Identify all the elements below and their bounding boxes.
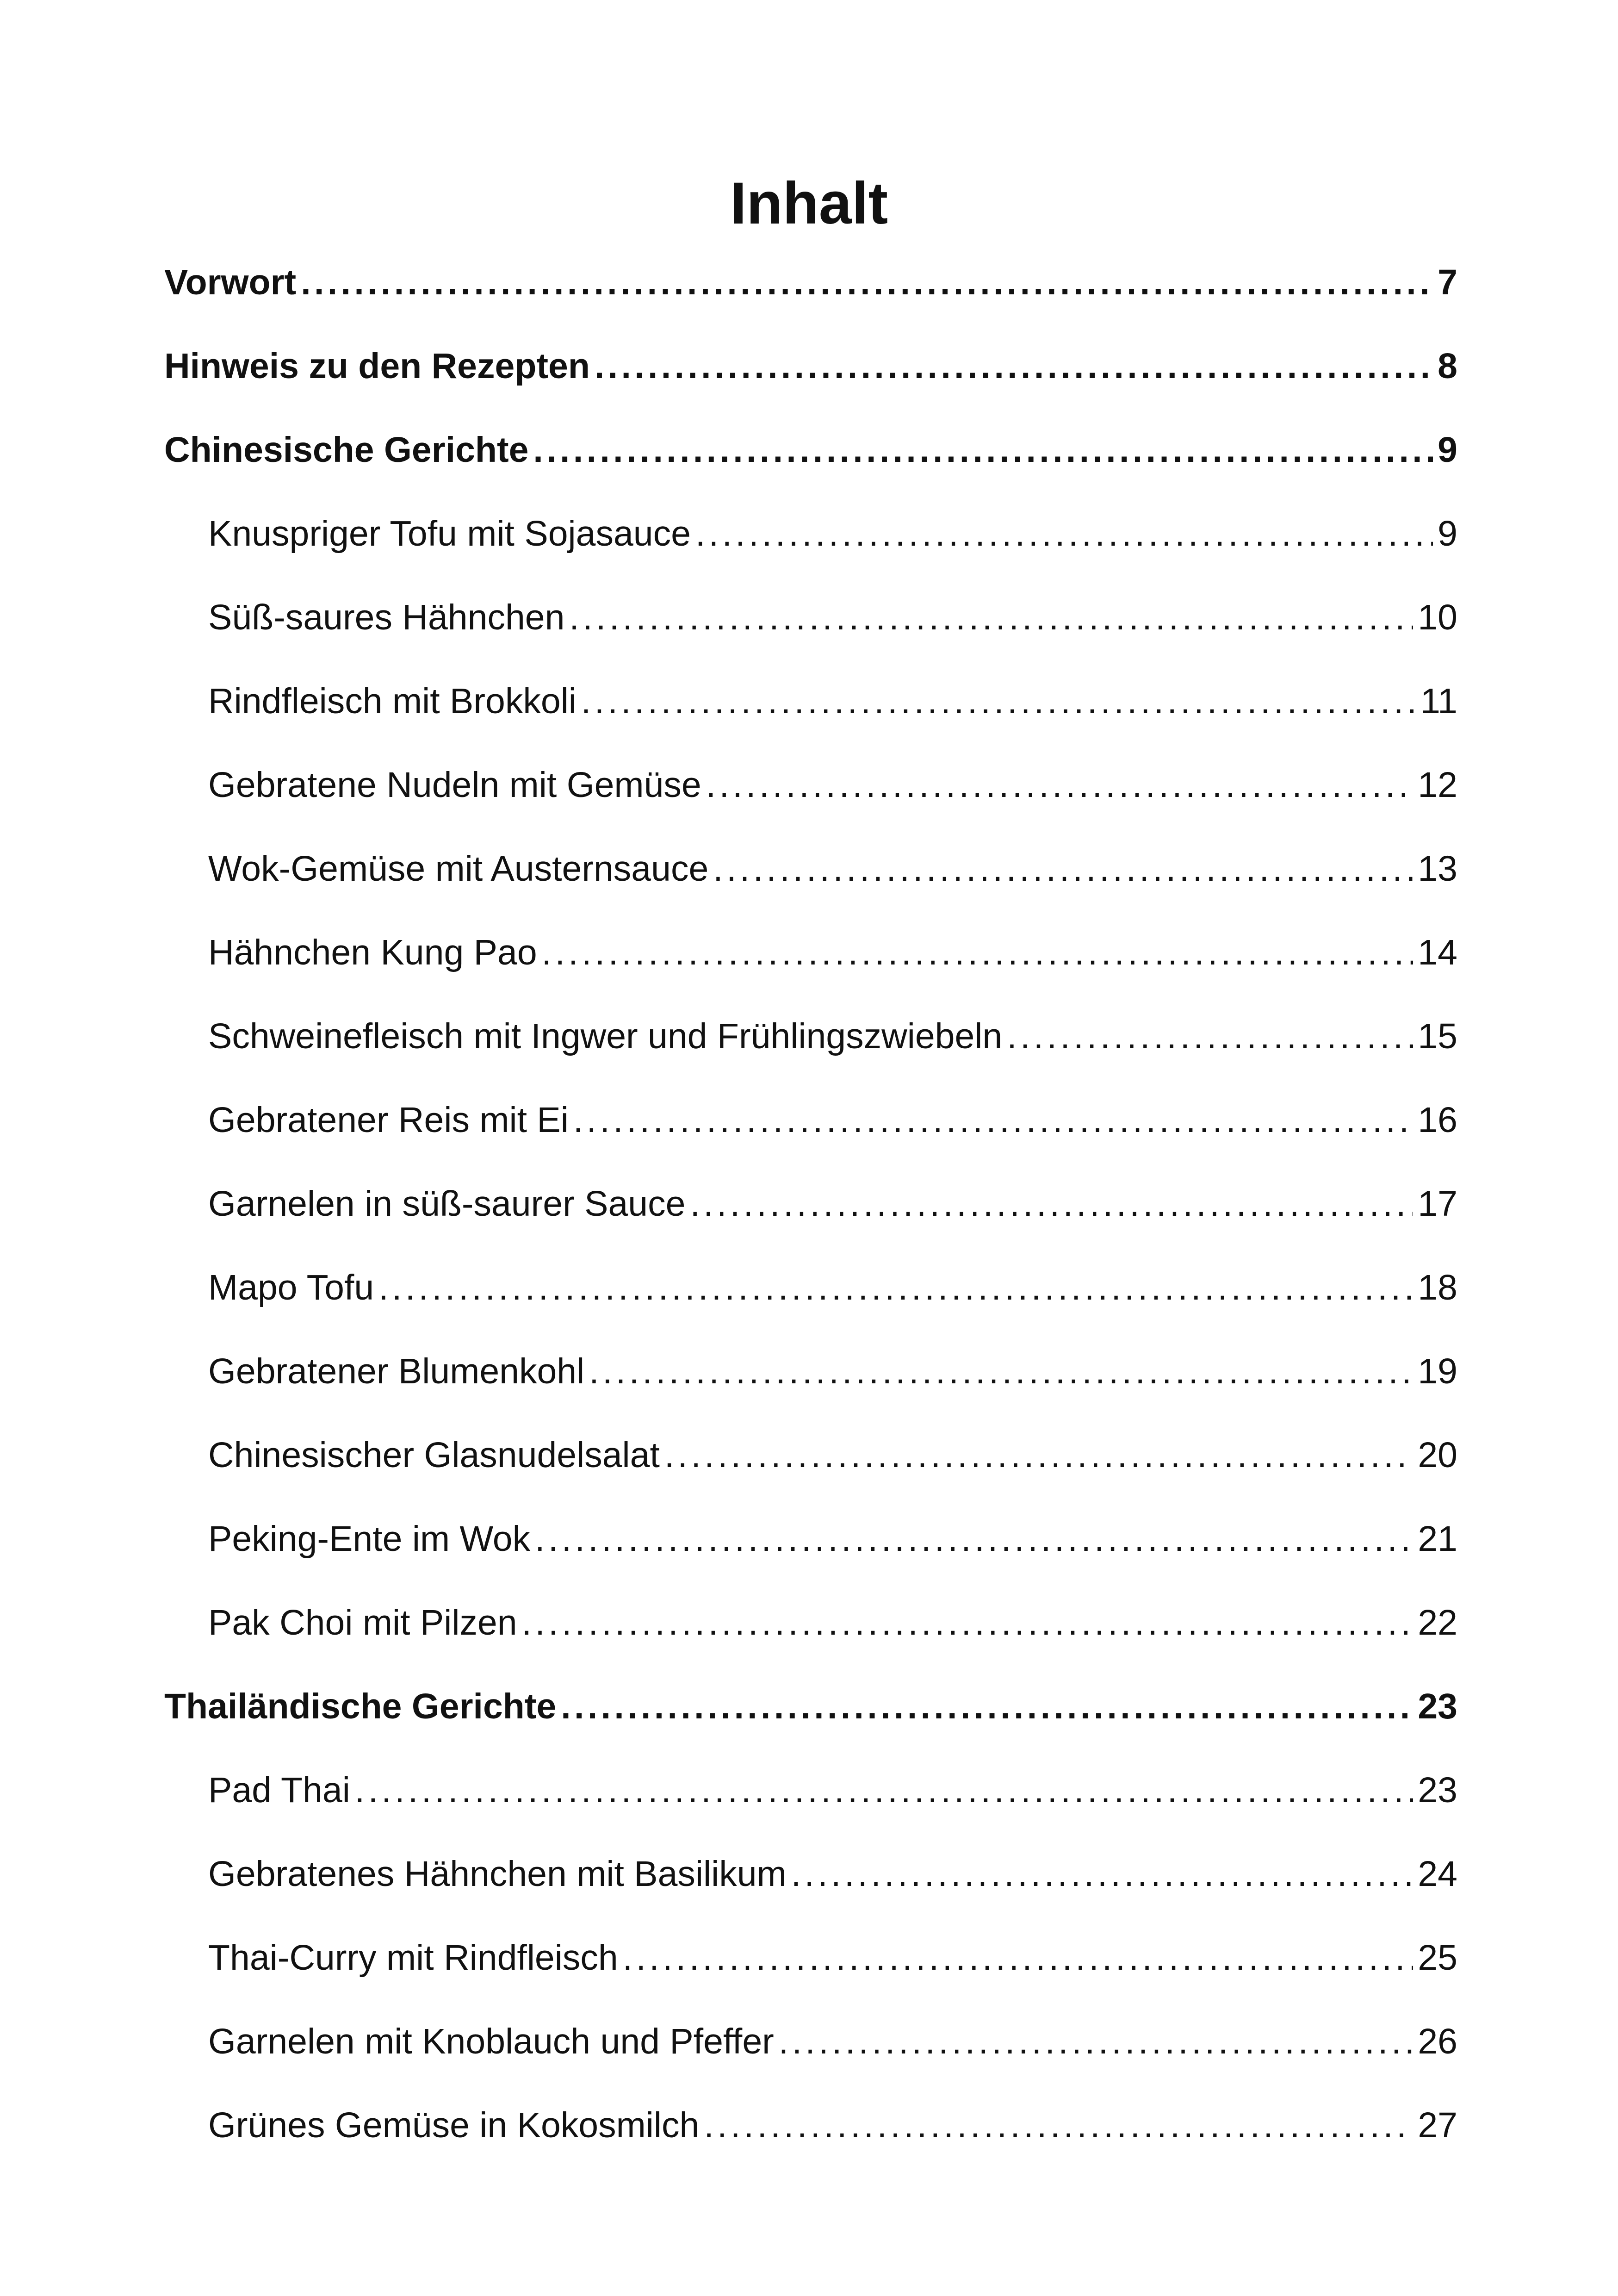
toc-section-entry[interactable]	[164, 1748, 1457, 1832]
toc-entry-page-number: 16	[1418, 1100, 1457, 1140]
toc-entry-page-number: 23	[1418, 1770, 1457, 1810]
toc-chapter-entry[interactable]	[164, 1665, 1457, 1748]
toc-entry-title: Garnelen mit Knoblauch und Pfeffer	[208, 2022, 774, 2061]
toc-entry-page-number: 22	[1418, 1603, 1457, 1643]
toc-entry-page-number: 23	[1418, 1686, 1457, 1726]
toc-section-entry[interactable]	[164, 576, 1457, 660]
toc-section-entry[interactable]	[164, 1581, 1457, 1665]
toc-entry-page-number: 14	[1418, 933, 1457, 972]
toc-entry-page-number: 17	[1418, 1184, 1457, 1224]
dot-leader	[589, 1351, 1413, 1392]
toc-entry-page-number: 9	[1438, 514, 1457, 554]
toc-entry-page-number: 19	[1418, 1351, 1457, 1391]
toc-section-entry[interactable]	[164, 827, 1457, 911]
dot-leader	[1007, 1016, 1413, 1057]
toc-entry-title: Hähnchen Kung Pao	[208, 933, 537, 972]
toc-entry-title: Gebratener Blumenkohl	[208, 1351, 585, 1391]
toc-entry-page-number: 21	[1418, 1519, 1457, 1559]
dot-leader	[595, 346, 1433, 387]
toc-entry-title: Chinesischer Glasnudelsalat	[208, 1435, 660, 1475]
toc-entry-title: Süß-saures Hähnchen	[208, 597, 565, 637]
dot-leader	[695, 513, 1433, 554]
toc-section-entry[interactable]	[164, 1330, 1457, 1413]
toc-section-entry[interactable]	[164, 1916, 1457, 2000]
dot-leader	[522, 1602, 1413, 1643]
toc-entry-page-number: 12	[1418, 765, 1457, 805]
dot-leader	[779, 2021, 1413, 2062]
toc-section-entry[interactable]	[164, 1246, 1457, 1330]
toc-entry-page-number: 9	[1438, 430, 1457, 470]
toc-entry-title: Wok-Gemüse mit Austernsauce	[208, 849, 709, 889]
toc-entry-title: Gebratenes Hähnchen mit Basilikum	[208, 1854, 787, 1894]
dot-leader	[581, 681, 1416, 722]
dot-leader	[301, 262, 1433, 303]
dot-leader	[664, 1435, 1413, 1476]
toc-entry-page-number: 15	[1418, 1016, 1457, 1056]
toc-entry-page-number: 26	[1418, 2022, 1457, 2061]
dot-leader	[542, 932, 1413, 973]
toc-entry-page-number: 18	[1418, 1268, 1457, 1307]
toc-section-entry[interactable]	[164, 1832, 1457, 1916]
toc-entry-page-number: 25	[1418, 1938, 1457, 1978]
toc-section-entry[interactable]	[164, 995, 1457, 1078]
toc-entry-title: Chinesische Gerichte	[164, 430, 529, 470]
toc-entry-title: Vorwort	[164, 262, 297, 302]
toc-entry-page-number: 13	[1418, 849, 1457, 889]
dot-leader	[704, 2105, 1413, 2146]
toc-entry-page-number: 27	[1418, 2105, 1457, 2145]
toc-entry-title: Grünes Gemüse in Kokosmilch	[208, 2105, 700, 2145]
toc-entry-title: Peking-Ente im Wok	[208, 1519, 531, 1559]
toc-chapter-entry[interactable]	[164, 408, 1457, 492]
toc-section-entry[interactable]	[164, 2084, 1457, 2167]
toc-entry-title: Garnelen in süß-saurer Sauce	[208, 1184, 686, 1224]
toc-section-entry[interactable]	[164, 743, 1457, 827]
toc-entry-page-number: 7	[1438, 262, 1457, 302]
toc-entry-title: Rindfleisch mit Brokkoli	[208, 681, 577, 721]
toc-entry-title: Pak Choi mit Pilzen	[208, 1603, 517, 1643]
dot-leader	[378, 1267, 1413, 1308]
page-title: Inhalt	[730, 170, 888, 236]
toc-chapter-entry[interactable]	[164, 241, 1457, 324]
table-of-contents	[164, 241, 1457, 2167]
toc-section-entry[interactable]	[164, 1162, 1457, 1246]
toc-entry-page-number: 20	[1418, 1435, 1457, 1475]
toc-entry-page-number: 8	[1438, 346, 1457, 386]
dot-leader	[535, 1518, 1413, 1560]
toc-entry-title: Gebratener Reis mit Ei	[208, 1100, 569, 1140]
toc-section-entry[interactable]	[164, 660, 1457, 743]
toc-section-entry[interactable]	[164, 1413, 1457, 1497]
dot-leader	[573, 1100, 1413, 1141]
toc-entry-title: Mapo Tofu	[208, 1268, 374, 1307]
dot-leader	[713, 848, 1413, 890]
toc-entry-title: Hinweis zu den Rezepten	[164, 346, 590, 386]
toc-entry-title: Pad Thai	[208, 1770, 350, 1810]
toc-section-entry[interactable]	[164, 911, 1457, 995]
toc-entry-page-number: 11	[1420, 681, 1457, 721]
toc-section-entry[interactable]	[164, 492, 1457, 576]
dot-leader	[706, 765, 1413, 806]
dot-leader	[690, 1183, 1413, 1225]
toc-entry-title: Gebratene Nudeln mit Gemüse	[208, 765, 701, 805]
toc-entry-title: Knuspriger Tofu mit Sojasauce	[208, 514, 691, 554]
toc-entry-page-number: 24	[1418, 1854, 1457, 1894]
toc-chapter-entry[interactable]	[164, 324, 1457, 408]
toc-entry-title: Thailändische Gerichte	[164, 1686, 557, 1726]
dot-leader	[791, 1854, 1413, 1895]
dot-leader	[569, 597, 1413, 638]
dot-leader	[561, 1686, 1413, 1727]
toc-entry-page-number: 10	[1418, 597, 1457, 637]
toc-section-entry[interactable]	[164, 1078, 1457, 1162]
dot-leader	[533, 429, 1433, 471]
dot-leader	[355, 1770, 1413, 1811]
dot-leader	[623, 1937, 1413, 1979]
toc-entry-title: Schweinefleisch mit Ingwer und Frühlingszwiebeln	[208, 1016, 1003, 1056]
toc-section-entry[interactable]	[164, 1497, 1457, 1581]
toc-entry-title: Thai-Curry mit Rindfleisch	[208, 1938, 618, 1978]
toc-section-entry[interactable]	[164, 2000, 1457, 2084]
